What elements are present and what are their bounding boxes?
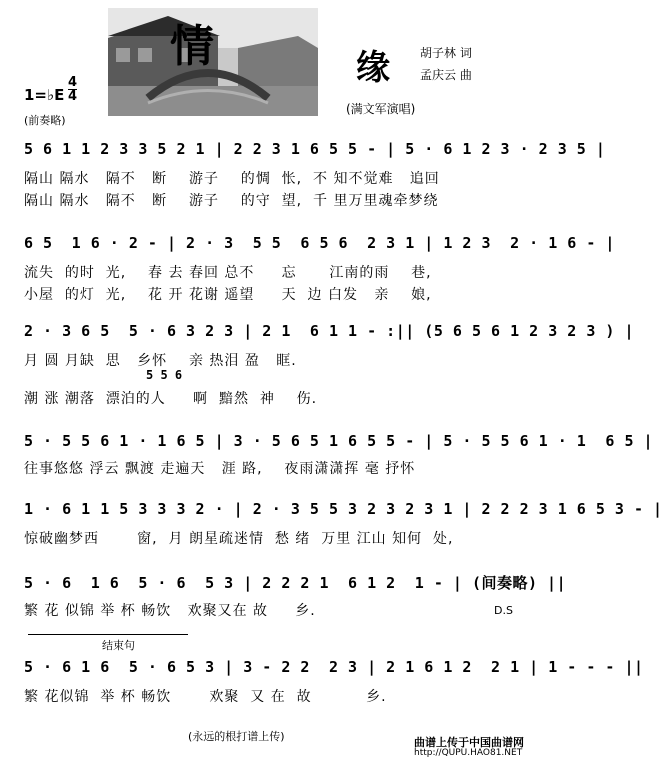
notation-row-ending: 5 · 6 1 6 5 · 6 5 3 | 3 - 2 2 2 3 | 2 1 6 1 2 2 1 | 1 - - - || bbox=[24, 658, 644, 676]
lyrics-row-6: 繁 花 似锦 举 杯 畅饮 欢聚又在 故 乡. bbox=[24, 603, 316, 619]
dal-segno-mark: D.S bbox=[494, 604, 513, 617]
intro-note: (前奏略) bbox=[24, 114, 66, 127]
notation-row-1: 5 6 1 1 2 3 3 5 2 1 | 2 2 3 1 6 5 5 - | 5 · 6 1 2 3 · 2 3 5 | bbox=[24, 140, 606, 158]
time-signature-bottom: 4 bbox=[68, 89, 78, 104]
composer-credit: 孟庆云 曲 bbox=[420, 68, 472, 82]
lyrics-row-4: 往事悠悠 浮云 飘渡 走遍天 涯 路, 夜雨潇潇挥 毫 抒怀 bbox=[24, 461, 416, 477]
lyrics-row-2-verse-2: 小屋 的灯 光, 花 开 花谢 遥望 天 边 白发 亲 娘, bbox=[24, 287, 432, 303]
notation-row-2: 6 5 1 6 · 2 - | 2 · 3 5 5 6 5 6 2 3 1 | 1 2 3 2 · 1 6 - | bbox=[24, 234, 615, 252]
lyrics-row-5: 惊破幽梦西 窗, 月 朗星疏迷情 愁 绪 万里 江山 知何 处, bbox=[24, 531, 454, 547]
lyricist-credit: 胡子林 词 bbox=[420, 46, 472, 60]
time-signature bbox=[68, 76, 77, 103]
lyrics-row-2-verse-1: 流失 的时 光, 春 去 春回 总不 忘 江南的雨 巷, bbox=[24, 265, 432, 281]
key-signature: 1=♭E bbox=[24, 86, 65, 104]
lyrics-row-3-verse-1: 月 圆 月缺 思 乡怀 亲 热泪 盈 眶. bbox=[24, 353, 297, 369]
singer-credit: (满文军演唱) bbox=[346, 102, 416, 116]
ending-label: 结束句 bbox=[102, 639, 135, 652]
time-signature-top: 4 bbox=[68, 75, 78, 90]
ending-bracket-line bbox=[28, 634, 188, 635]
notation-row-3: 2 · 3 6 5 5 · 6 3 2 3 | 2 1 6 1 1 - :|| (5 6 5 6 1 2 3 2 3 ) | bbox=[24, 322, 634, 340]
uploader-credit: (永远的根打谱上传) bbox=[188, 730, 285, 743]
lyrics-row-3-verse-2: 潮 涨 潮落 漂泊的人 啊 黯然 神 伤. bbox=[24, 391, 318, 407]
lyrics-row-1-verse-2: 隔山 隔水 隔不 断 游子 的守 望, 千 里万里魂牵梦绕 bbox=[24, 193, 439, 209]
site-name: 曲谱上传于中国曲谱网 bbox=[414, 736, 524, 749]
site-url: http://QUPU.HAO81.NET bbox=[414, 748, 523, 758]
notation-row-6: 5 · 6 1 6 5 · 6 5 3 | 2 2 2 1 6 1 2 1 - | (间奏略) || bbox=[24, 574, 567, 592]
notation-row-4: 5 · 5 5 6 1 · 1 6 5 | 3 · 5 6 5 1 6 5 5 - | 5 · 5 5 6 1 · 1 6 5 | bbox=[24, 432, 654, 450]
notation-row-5: 1 · 6 1 1 5 3 3 3 2 · | 2 · 3 5 5 3 2 3 2 3 1 | 2 2 2 3 1 6 5 3 - | bbox=[24, 500, 663, 518]
alternate-notes: 5 5 6 bbox=[146, 368, 183, 382]
title-char-1: 情 bbox=[170, 21, 214, 72]
title-char-2: 缘 bbox=[356, 48, 390, 88]
lyrics-row-1-verse-1: 隔山 隔水 隔不 断 游子 的惆 怅, 不 知不觉难 追回 bbox=[24, 171, 440, 187]
lyrics-row-ending: 繁 花似锦 举 杯 畅饮 欢聚 又 在 故 乡. bbox=[24, 689, 387, 705]
